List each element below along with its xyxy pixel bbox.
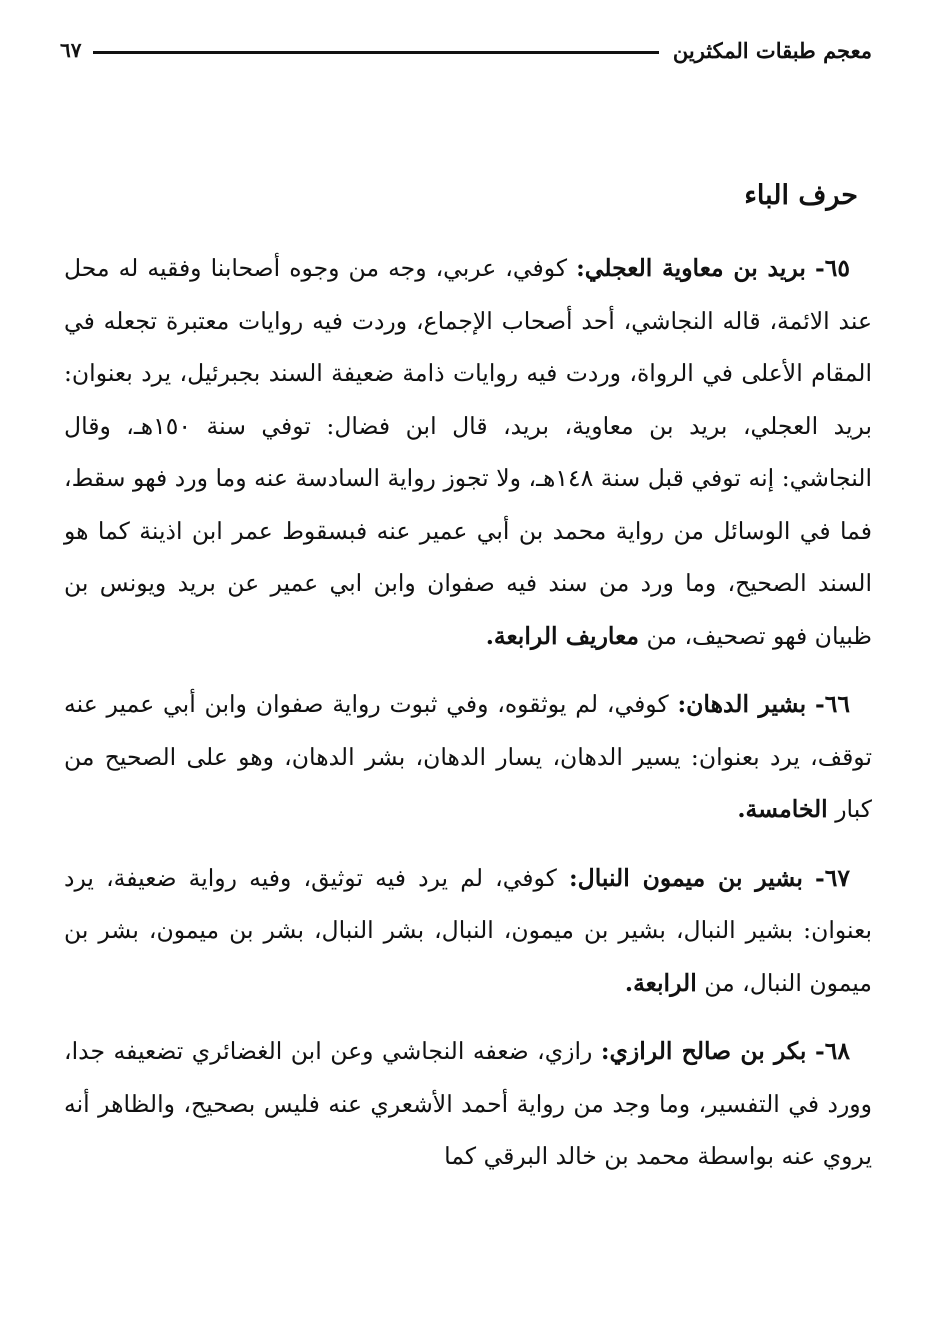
page-number: ٦٧	[60, 38, 82, 62]
page-content	[64, 172, 872, 1199]
entry-number: ٦٥-	[814, 254, 850, 282]
entry-body: كوفي، عربي، وجه من وجوه أصحابنا وفقيه له محل عند الائمة، قاله النجاشي، أحد أصحاب الإجماع، وردت فيه روايات معتبرة تجعله في المقام الأعلى في الرواة، وردت فيه روايات ذامة ضعيفة السند بجبرئيل، يرد بعنوان: بريد العجلي، بريد بن معاوية، بريد، قال ابن فضال: توفي سنة ١٥٠هـ، وقال النجاشي: إنه توفي قبل سنة ١٤٨هـ، ولا تجوز رواية السادسة عنه وما ورد فهو سقط، فما في الوسائل من رواية محمد بن أبي عمير عنه فبسقوط عمر ابن اذينة كما هو السند الصحيح، وما ورد من سند فيه صفوان وابن ابي عمير عن بريد ويونس بن ظبيان فهو تصحيف، من	[64, 254, 872, 650]
section-title: حرف الباء	[744, 180, 858, 211]
running-header	[60, 30, 872, 70]
entry-66	[64, 678, 872, 836]
entry-body: رازي، ضعفه النجاشي وعن ابن الغضائري تضعيفه جدا، وورد في التفسير، وما وجد من رواية أحمد الأشعري عنه فليس بصحيح، والظاهر أنه يروي عنه بواسطة محمد بن خالد البرقي كما	[64, 1037, 872, 1170]
entry-body: كوفي، لم يوثقوه، وفي ثبوت رواية صفوان وابن أبي عمير عنه توقف، يرد بعنوان: يسير الدهان، يسار الدهان، بشر الدهان، وهو على الصحيح من كبار	[64, 690, 872, 823]
entry-name: بكر بن صالح الرازي:	[600, 1037, 807, 1065]
entry-name: بشير بن ميمون النبال:	[568, 863, 803, 892]
entry-number: ٦٧-	[814, 863, 850, 892]
entry-68	[64, 1025, 872, 1183]
entry-number: ٦٨-	[814, 1037, 850, 1065]
running-title: معجم طبقات المكثرين	[672, 37, 872, 63]
entry-name: بشير الدهان:	[677, 690, 807, 718]
entry-rank: معاريف الرابعة.	[485, 621, 640, 650]
entry-body: كوفي، لم يرد فيه توثيق، وفيه رواية ضعيفة، يرد بعنوان: بشير النبال، بشير بن ميمون، النبال، بشر النبال، بشر بن ميمون، بشر بن ميمون النبال، من	[64, 863, 872, 997]
entry-rank: الرابعة.	[624, 968, 697, 997]
header-rule	[93, 51, 658, 54]
entry-number: ٦٦-	[814, 690, 850, 718]
entry-65	[64, 242, 872, 662]
entry-rank: الخامسة.	[737, 795, 828, 823]
entry-67	[64, 852, 872, 1010]
entry-name: بريد بن معاوية العجلي:	[576, 254, 806, 282]
